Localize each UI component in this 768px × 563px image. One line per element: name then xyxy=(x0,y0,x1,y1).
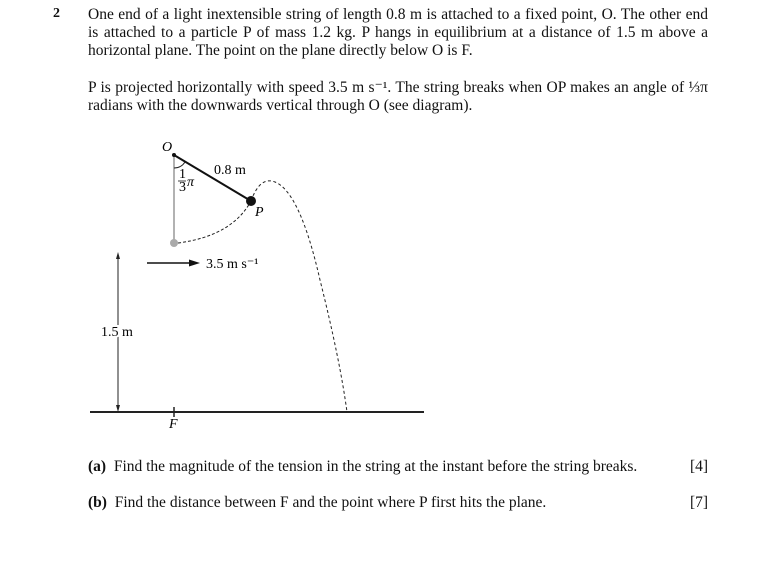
velocity-arrow-head xyxy=(189,260,200,267)
part-a-text: Find the magnitude of the tension in the string at the instant before the string breaks. xyxy=(113,458,638,475)
projectile-path xyxy=(251,181,347,412)
part-b xyxy=(88,494,546,512)
label-angle-num: 1 xyxy=(179,167,186,182)
part-b-text: Find the distance between F and the point where P first hits the plane. xyxy=(114,494,547,511)
part-a-marks: [4] xyxy=(690,458,709,475)
label-angle-pi: π xyxy=(187,175,195,190)
question-intro: One end of a light inextensible string of length 0.8 m is attached to a fixed point, O. The other end is attached to a particle P of mass 1.2 kg. P hangs in equilibrium at a distance of 1.5 m above a horizontal plane. The point on the plane directly below O is F. xyxy=(88,6,708,59)
part-b-marks: [7] xyxy=(690,494,709,511)
label-height: 1.5 m xyxy=(101,325,133,340)
height-arrow-top xyxy=(116,252,120,259)
label-angle-den: 3 xyxy=(179,180,186,195)
part-a-label: (a) xyxy=(88,458,107,475)
label-speed: 3.5 m s⁻¹ xyxy=(206,257,259,272)
question-number: 2 xyxy=(53,6,60,21)
label-p: P xyxy=(255,205,264,220)
part-b-label: (b) xyxy=(88,494,107,511)
height-arrow-bottom xyxy=(116,405,120,412)
point-o xyxy=(172,153,176,157)
label-o: O xyxy=(162,140,173,155)
label-length: 0.8 m xyxy=(214,163,246,178)
part-a xyxy=(88,458,637,476)
initial-position xyxy=(170,239,178,247)
circular-path xyxy=(178,201,251,243)
label-f: F xyxy=(169,417,178,432)
question-setup: P is projected horizontally with speed 3.5 m s⁻¹. The string breaks when OP makes an angle of ⅓π radians with the downwards vertical through O (see diagram). xyxy=(88,79,708,114)
